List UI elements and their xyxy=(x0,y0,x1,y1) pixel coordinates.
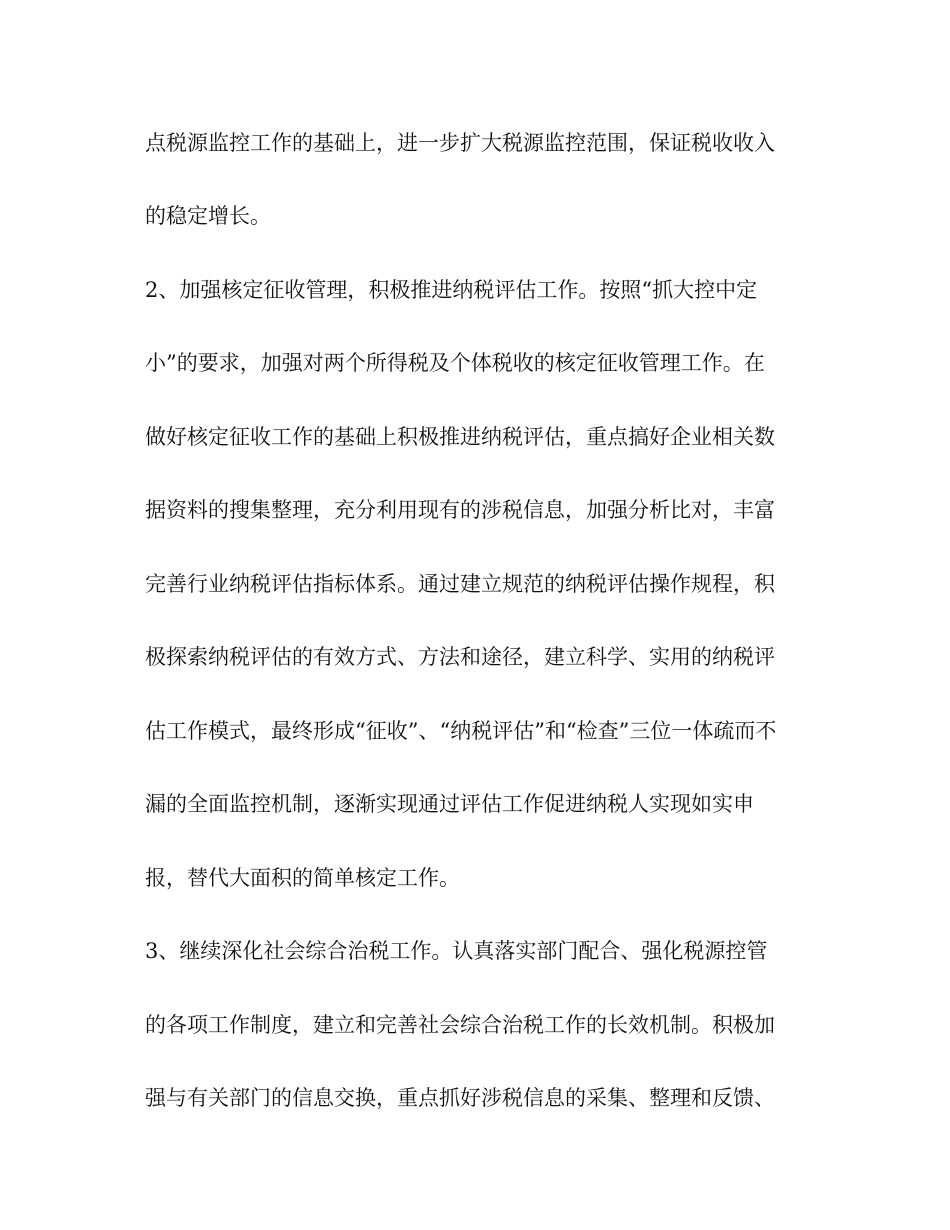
text-line: 漏的全面监控机制，逐渐实现通过评估工作促进纳税人实现如实申 xyxy=(145,792,754,816)
text-line: 做好核定征收工作的基础上积极推进纳税评估，重点搞好企业相关数 xyxy=(145,425,775,449)
text-line: 估工作模式，最终形成“征收”、“纳税评估”和“检查”三位一体疏而不 xyxy=(145,719,777,743)
text-line: 完善行业纳税评估指标体系。通过建立规范的纳税评估操作规程，积 xyxy=(145,572,775,596)
text-line: 小”的要求，加强对两个所得税及个体税收的核定征收管理工作。在 xyxy=(145,351,765,375)
paragraph-3-heading-line: 3、继续深化社会综合治税工作。认真落实部门配合、强化税源控管 xyxy=(145,939,768,963)
text-line: 强与有关部门的信息交换，重点抓好涉税信息的采集、整理和反馈、 xyxy=(145,1086,775,1110)
text-line: 的各项工作制度，建立和完善社会综合治税工作的长效机制。积极加 xyxy=(145,1013,775,1037)
text-line: 据资料的搜集整理，充分利用现有的涉税信息，加强分析比对，丰富 xyxy=(145,498,775,522)
text-line: 极探索纳税评估的有效方式、方法和途径，建立科学、实用的纳税评 xyxy=(145,645,775,669)
text-line: 的稳定增长。 xyxy=(145,204,271,228)
text-line: 报，替代大面积的简单核定工作。 xyxy=(145,866,460,890)
text-line: 点税源监控工作的基础上，进一步扩大税源监控范围，保证税收收入 xyxy=(145,131,775,155)
paragraph-2-heading-line: 2、加强核定征收管理，积极推进纳税评估工作。按照“抓大控中定 xyxy=(145,278,758,302)
